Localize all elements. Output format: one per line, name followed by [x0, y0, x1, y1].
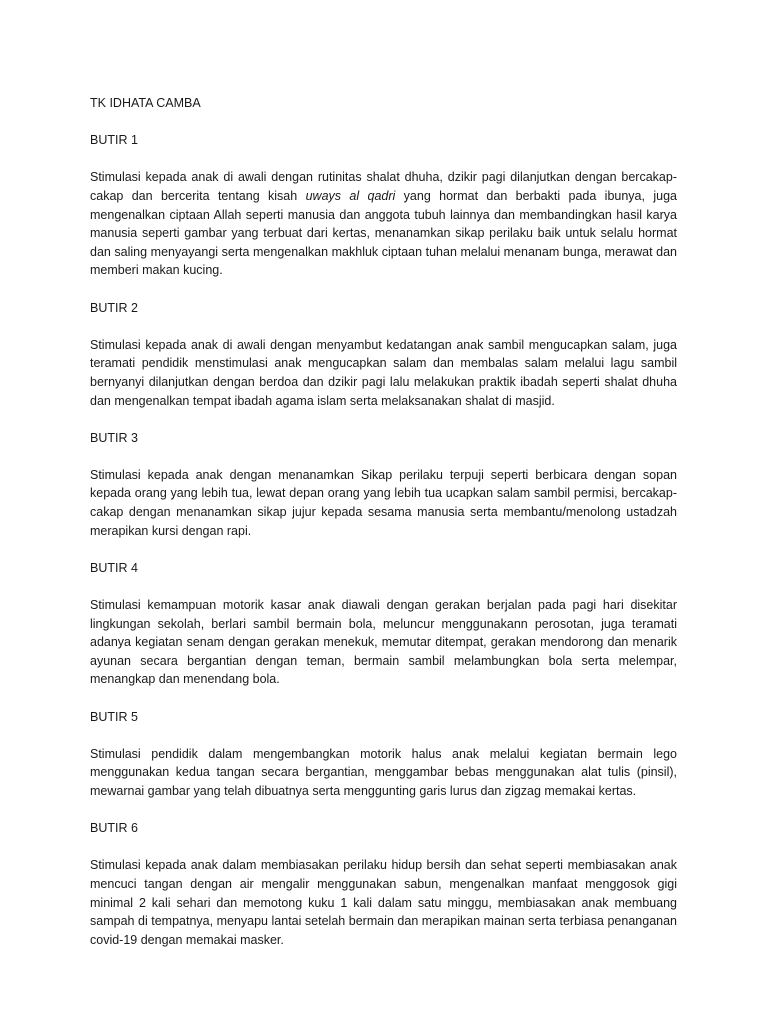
spacer: [90, 447, 677, 466]
spacer: [90, 726, 677, 745]
section-heading-5: BUTIR 5: [90, 709, 138, 724]
section-heading-3: BUTIR 3: [90, 430, 138, 445]
section-heading-1: BUTIR 1: [90, 133, 138, 148]
spacer: [90, 113, 677, 132]
section-heading-2: BUTIR 2: [90, 300, 138, 315]
section-paragraph-4: Stimulasi kemampuan motorik kasar anak diawali dengan gerakan berjalan pada pagi hari disekitar lingkungan sekolah, berlari sambil bermain bola, meluncur menggunakann perosotan, juga teramati adanya kegiatan senam dengan gerakan menekuk, memutar ditempat, gerakan mendorong dan menarik ayunan secara bergantian dengan teman, bermain sambil melambungkan bola serta melempar, menangkap dan menendang bola.: [90, 598, 677, 687]
section-heading-6: BUTIR 6: [90, 821, 138, 836]
spacer: [90, 317, 677, 336]
section-paragraph-1: [90, 168, 677, 280]
section-paragraph-6: Stimulasi kepada anak dalam membiasakan perilaku hidup bersih dan sehat seperti membiasakan anak mencuci tangan dengan air mengalir menggunakan sabun, mengenalkan manfaat menggosok gigi minimal 2 kali sehari dan memotong kuku 1 kali dalam satu minggu, membiasakan anak membuang sampah di tempatnya, menyapu lantai setelah bermain dan merapikan mainan serta terbiasa penanganan covid-19 dengan memakai masker.: [90, 858, 677, 947]
paragraph-text: Stimulasi kepada anak di awali dengan rutinitas shalat dhuha, dzikir pagi dilanjutkan dengan bercakap-cakap dan bercerita tentang kisah: [90, 170, 677, 203]
spacer: [90, 838, 677, 857]
section-paragraph-5: Stimulasi pendidik dalam mengembangkan motorik halus anak melalui kegiatan bermain lego menggunakan kedua tangan secara bergantian, menggambar bebas menggunakan alat tulis (pinsil), mewarnai gambar yang telah dibuatnya serta menggunting garis lurus dan zigzag memakai kertas.: [90, 746, 677, 798]
spacer: [90, 540, 677, 559]
section-paragraph-3: Stimulasi kepada anak dengan menanamkan Sikap perilaku terpuji seperti berbicara dengan sopan kepada orang yang lebih tua, lewat depan orang yang lebih tua ucapkan salam sambil permisi, bercakap-cakap dengan menanamkan sikap jujur kepada sesama manusia serta membantu/menolong ustadzah merapikan kursi dengan rapi.: [90, 467, 677, 538]
spacer: [90, 801, 677, 820]
spacer: [90, 689, 677, 708]
spacer: [90, 410, 677, 429]
paragraph-text: yang hormat dan berbakti pada ibunya, juga mengenalkan ciptaan Allah seperti manusia dan anggota tubuh lainnya dan membandingkan hasil karya manusia seperti gambar yang terbuat dari kertas, menanamkan sikap perilaku baik untuk selalu hormat dan saling menyayangi serta mengenalkan makhluk ciptaan tuhan melalui menanam bunga, merawat dan memberi makan kucing.: [90, 188, 677, 278]
document-body: [90, 94, 677, 949]
section-paragraph-2: Stimulasi kepada anak di awali dengan menyambut kedatangan anak sambil mengucapkan salam, juga teramati pendidik menstimulasi anak mengucapkan salam dan membalas salam melalui lagu sambil bernyanyi dilanjutkan dengan berdoa dan dzikir pagi lalu melakukan praktik ibadah seperti shalat dhuha dan mengenalkan tempat ibadah agama islam serta melaksanakan shalat di masjid.: [90, 337, 677, 408]
document-title: TK IDHATA CAMBA: [90, 96, 201, 110]
italic-name: uways al qadri: [305, 188, 396, 203]
spacer: [90, 577, 677, 596]
spacer: [90, 150, 677, 169]
section-heading-4: BUTIR 4: [90, 560, 138, 575]
spacer: [90, 280, 677, 299]
